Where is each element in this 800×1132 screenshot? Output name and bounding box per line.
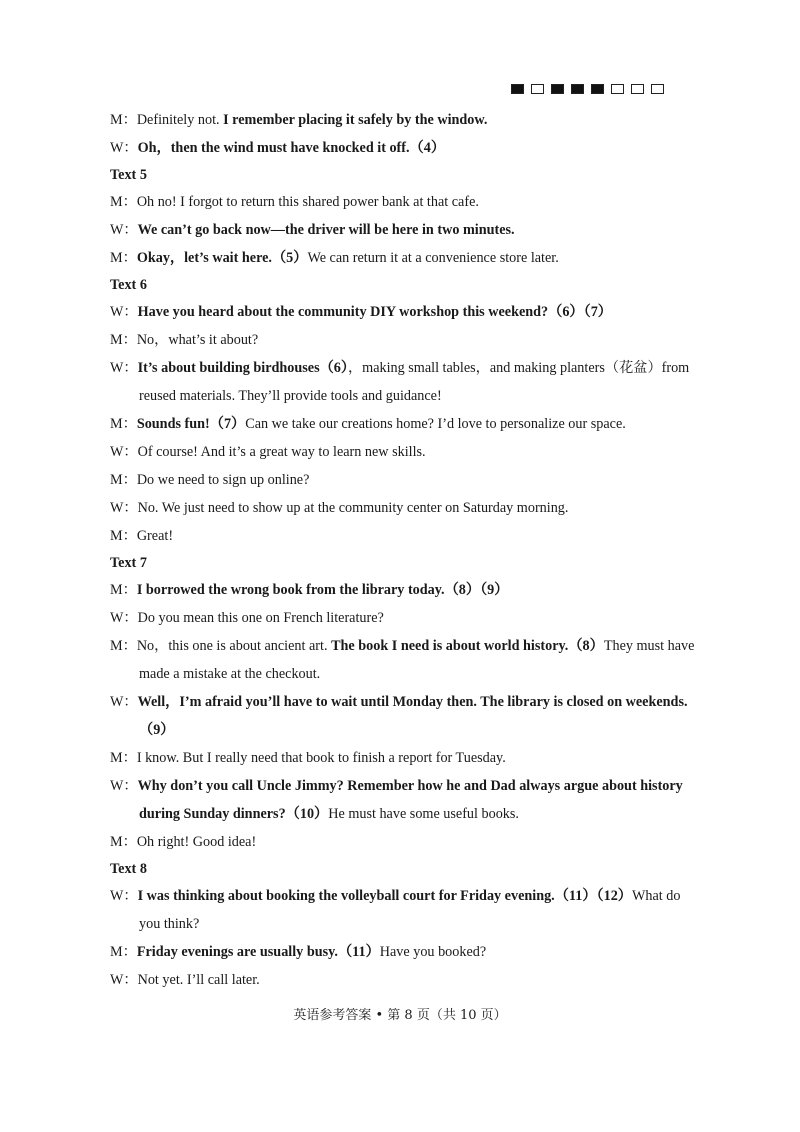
dialogue-text: Definitely not. — [136, 112, 224, 128]
speaker-label: M： — [110, 112, 137, 128]
dialogue-line-continuation — [110, 800, 700, 828]
page-footer: 英语参考答案 • 第 8 页（共 10 页） — [293, 1008, 507, 1023]
dialogue-text: No，this one is about ancient art. — [136, 638, 332, 654]
dialogue-text: We can return it at a convenience store later. — [307, 250, 559, 266]
dialogue-text: No，what’s it about? — [136, 332, 259, 348]
filled-square-icon — [571, 84, 584, 94]
dialogue-line — [110, 216, 700, 244]
speaker-label: W： — [110, 444, 138, 460]
filled-square-icon — [551, 84, 564, 94]
answer-key-text: I borrowed the wrong book from the library today.（8）（9） — [136, 582, 509, 598]
dialogue-line — [110, 244, 700, 272]
dialogue-line — [110, 576, 700, 604]
empty-square-icon — [611, 84, 624, 94]
dialogue-line — [110, 494, 700, 522]
dialogue-line — [110, 522, 700, 550]
dialogue-line — [110, 772, 700, 800]
speaker-label: M： — [110, 332, 137, 348]
speaker-label: W： — [110, 888, 138, 904]
answer-key-text: Okay，let’s wait here.（5） — [136, 250, 308, 266]
answer-key-text: Oh，then the wind must have knocked it off.（4） — [137, 140, 446, 156]
answer-key-text: during Sunday dinners?（10） — [139, 806, 329, 822]
speaker-label: W： — [110, 694, 138, 710]
dialogue-line — [110, 354, 700, 382]
dialogue-line — [110, 188, 700, 216]
dialogue-text: Great! — [136, 528, 174, 544]
answer-key-text: Have you heard about the community DIY workshop this weekend?（6）（7） — [137, 304, 612, 320]
dialogue-line — [110, 688, 700, 716]
dialogue-line — [110, 604, 700, 632]
answer-key-text: I remember placing it safely by the window. — [223, 112, 488, 128]
speaker-label: W： — [110, 972, 138, 988]
answer-key-text: Well，I’m afraid you’ll have to wait until Monday then. The library is closed on weekends. — [137, 694, 688, 710]
dialogue-text: I know. But I really need that book to finish a report for Tuesday. — [136, 750, 506, 766]
dialogue-text: What do — [631, 888, 681, 904]
answer-key-text: I was thinking about booking the volleyball court for Friday evening.（11）（12） — [137, 888, 632, 904]
dialogue-text: you think? — [139, 916, 200, 932]
dialogue-text: No. We just need to show up at the community center on Saturday morning. — [137, 500, 569, 516]
speaker-label: M： — [110, 582, 137, 598]
speaker-label: M： — [110, 416, 137, 432]
speaker-label: W： — [110, 360, 138, 376]
speaker-label: W： — [110, 500, 138, 516]
dialogue-text: They must have — [603, 638, 695, 654]
answer-key-text: Friday evenings are usually busy.（11） — [136, 944, 380, 960]
section-heading: Text 8 — [110, 861, 147, 877]
dialogue-line-continuation — [110, 660, 700, 688]
dialogue-text: reused materials. They’ll provide tools and guidance! — [139, 388, 442, 404]
dialogue-line-continuation — [110, 716, 700, 744]
speaker-label: M： — [110, 528, 137, 544]
dialogue-line — [110, 966, 700, 994]
dialogue-line — [110, 106, 700, 134]
speaker-label: W： — [110, 304, 138, 320]
empty-square-icon — [531, 84, 544, 94]
empty-square-icon — [651, 84, 664, 94]
dialogue-text: Oh no! I forgot to return this shared power bank at that cafe. — [136, 194, 479, 210]
speaker-label: W： — [110, 610, 138, 626]
dialogue-line-continuation — [110, 382, 700, 410]
speaker-label: W： — [110, 778, 138, 794]
filled-square-icon — [511, 84, 524, 94]
dialogue-text: Of course! And it’s a great way to learn new skills. — [137, 444, 426, 460]
speaker-label: M： — [110, 638, 137, 654]
dialogue-line — [110, 410, 700, 438]
transcript-body — [110, 106, 700, 994]
answer-key-text: We can’t go back now—the driver will be here in two minutes. — [137, 222, 515, 238]
dialogue-text: Have you booked? — [379, 944, 487, 960]
dialogue-line — [110, 298, 700, 326]
speaker-label: M： — [110, 472, 137, 488]
answer-key-text: （9） — [139, 722, 175, 738]
dialogue-line — [110, 326, 700, 354]
empty-square-icon — [631, 84, 644, 94]
speaker-label: W： — [110, 222, 138, 238]
answer-key-text: Why don’t you call Uncle Jimmy? Remember how he and Dad always argue about history — [137, 778, 683, 794]
dialogue-line — [110, 744, 700, 772]
dialogue-line-continuation — [110, 910, 700, 938]
dialogue-text: Do we need to sign up online? — [136, 472, 310, 488]
dialogue-line — [110, 828, 700, 856]
dialogue-text: made a mistake at the checkout. — [139, 666, 321, 682]
answer-key-text: Sounds fun!（7） — [136, 416, 246, 432]
speaker-label: M： — [110, 194, 137, 210]
speaker-label: M： — [110, 834, 137, 850]
dialogue-line — [110, 632, 700, 660]
speaker-label: W： — [110, 140, 138, 156]
filled-square-icon — [591, 84, 604, 94]
dialogue-text: Do you mean this one on French literature? — [137, 610, 384, 626]
speaker-label: M： — [110, 750, 137, 766]
dialogue-line — [110, 466, 700, 494]
page-marker-squares — [511, 84, 664, 94]
dialogue-line — [110, 438, 700, 466]
dialogue-line — [110, 938, 700, 966]
dialogue-line — [110, 882, 700, 910]
dialogue-line — [110, 134, 700, 162]
section-heading: Text 6 — [110, 277, 147, 293]
dialogue-text: Not yet. I’ll call later. — [137, 972, 260, 988]
dialogue-text: ，making small tables，and making planters（花盆）from — [347, 360, 690, 376]
speaker-label: M： — [110, 250, 137, 266]
dialogue-text: Oh right! Good idea! — [136, 834, 257, 850]
answer-key-text: The book I need is about world history.（8） — [331, 638, 604, 654]
section-heading: Text 7 — [110, 555, 147, 571]
answer-key-text: It’s about building birdhouses（6） — [137, 360, 348, 376]
speaker-label: M： — [110, 944, 137, 960]
section-heading: Text 5 — [110, 167, 147, 183]
dialogue-text: Can we take our creations home? I’d love to personalize our space. — [245, 416, 626, 432]
dialogue-text: He must have some useful books. — [328, 806, 519, 822]
